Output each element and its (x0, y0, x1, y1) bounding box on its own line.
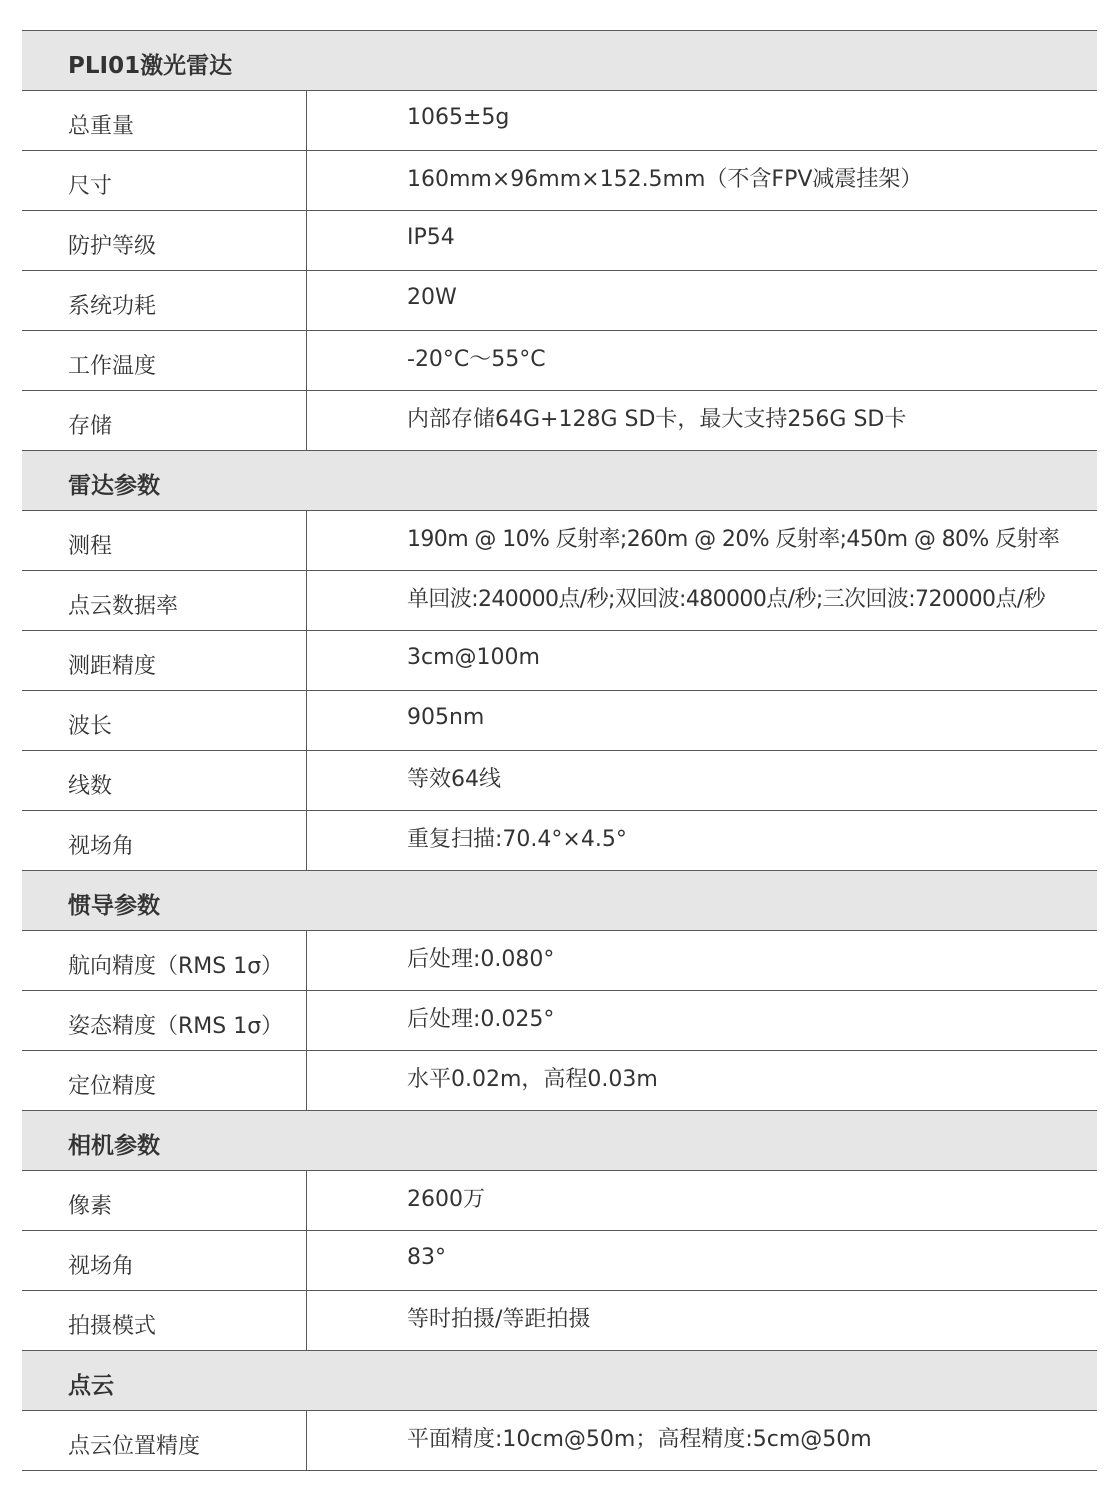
section-title: 点云 (68, 1373, 114, 1399)
spec-row (22, 811, 1097, 871)
spec-value: 190m @ 10% 反射率;260m @ 20% 反射率;450m @ 80% 反射率 (407, 527, 1060, 552)
spec-value: 1065±5g (407, 105, 510, 130)
section-header (22, 31, 1097, 91)
spec-label: 定位精度 (22, 1051, 307, 1110)
spec-row (22, 331, 1097, 391)
spec-row (22, 1231, 1097, 1291)
spec-value: 160mm×96mm×152.5mm（不含FPV减震挂架） (407, 167, 923, 192)
spec-row (22, 931, 1097, 991)
section-title: 惯导参数 (68, 893, 160, 919)
spec-row (22, 751, 1097, 811)
spec-value: 等时拍摄/等距拍摄 (407, 1307, 591, 1332)
spec-value: 单回波:240000点/秒;双回波:480000点/秒;三次回波:720000点/秒 (407, 587, 1046, 612)
spec-value: 后处理:0.025° (407, 1007, 555, 1032)
spec-label: 存储 (22, 391, 307, 450)
spec-value: 后处理:0.080° (407, 947, 555, 972)
spec-value: IP54 (407, 225, 455, 250)
section-header (22, 1351, 1097, 1411)
spec-label: 测距精度 (22, 631, 307, 690)
spec-value: 83° (407, 1245, 446, 1270)
section-title: 相机参数 (68, 1133, 160, 1159)
spec-row (22, 1171, 1097, 1231)
spec-label: 像素 (22, 1171, 307, 1230)
spec-row (22, 1291, 1097, 1351)
spec-label: 波长 (22, 691, 307, 750)
spec-label: 视场角 (22, 1231, 307, 1290)
spec-value: 水平0.02m，高程0.03m (407, 1067, 658, 1092)
spec-label: 尺寸 (22, 151, 307, 210)
spec-label: 航向精度（RMS 1σ） (22, 931, 307, 990)
spec-value: 905nm (407, 705, 485, 730)
spec-label: 系统功耗 (22, 271, 307, 330)
section-header (22, 871, 1097, 931)
spec-row (22, 511, 1097, 571)
spec-row (22, 1411, 1097, 1471)
spec-row (22, 691, 1097, 751)
spec-row (22, 1051, 1097, 1111)
section-title: 雷达参数 (68, 473, 160, 499)
spec-row (22, 91, 1097, 151)
spec-value: 3cm@100m (407, 645, 540, 670)
spec-table (22, 30, 1097, 1471)
section-header (22, 451, 1097, 511)
spec-value: 2600万 (407, 1187, 485, 1212)
spec-label: 点云位置精度 (22, 1411, 307, 1470)
spec-label: 点云数据率 (22, 571, 307, 630)
spec-label: 测程 (22, 511, 307, 570)
spec-label: 视场角 (22, 811, 307, 870)
spec-value: 平面精度:10cm@50m；高程精度:5cm@50m (407, 1427, 872, 1452)
spec-row (22, 391, 1097, 451)
spec-row (22, 571, 1097, 631)
spec-value: 等效64线 (407, 767, 501, 792)
spec-value: 重复扫描:70.4°×4.5° (407, 827, 627, 852)
section-title: PLI01激光雷达 (68, 53, 233, 79)
spec-row (22, 211, 1097, 271)
spec-label: 总重量 (22, 91, 307, 150)
spec-label: 工作温度 (22, 331, 307, 390)
spec-value: -20°C～55°C (407, 347, 546, 372)
spec-label: 姿态精度（RMS 1σ） (22, 991, 307, 1050)
spec-label: 防护等级 (22, 211, 307, 270)
spec-value: 内部存储64G+128G SD卡，最大支持256G SD卡 (407, 407, 907, 432)
spec-row (22, 631, 1097, 691)
spec-row (22, 991, 1097, 1051)
spec-label: 线数 (22, 751, 307, 810)
spec-value: 20W (407, 285, 457, 310)
section-header (22, 1111, 1097, 1171)
spec-label: 拍摄模式 (22, 1291, 307, 1350)
spec-row (22, 151, 1097, 211)
spec-row (22, 271, 1097, 331)
